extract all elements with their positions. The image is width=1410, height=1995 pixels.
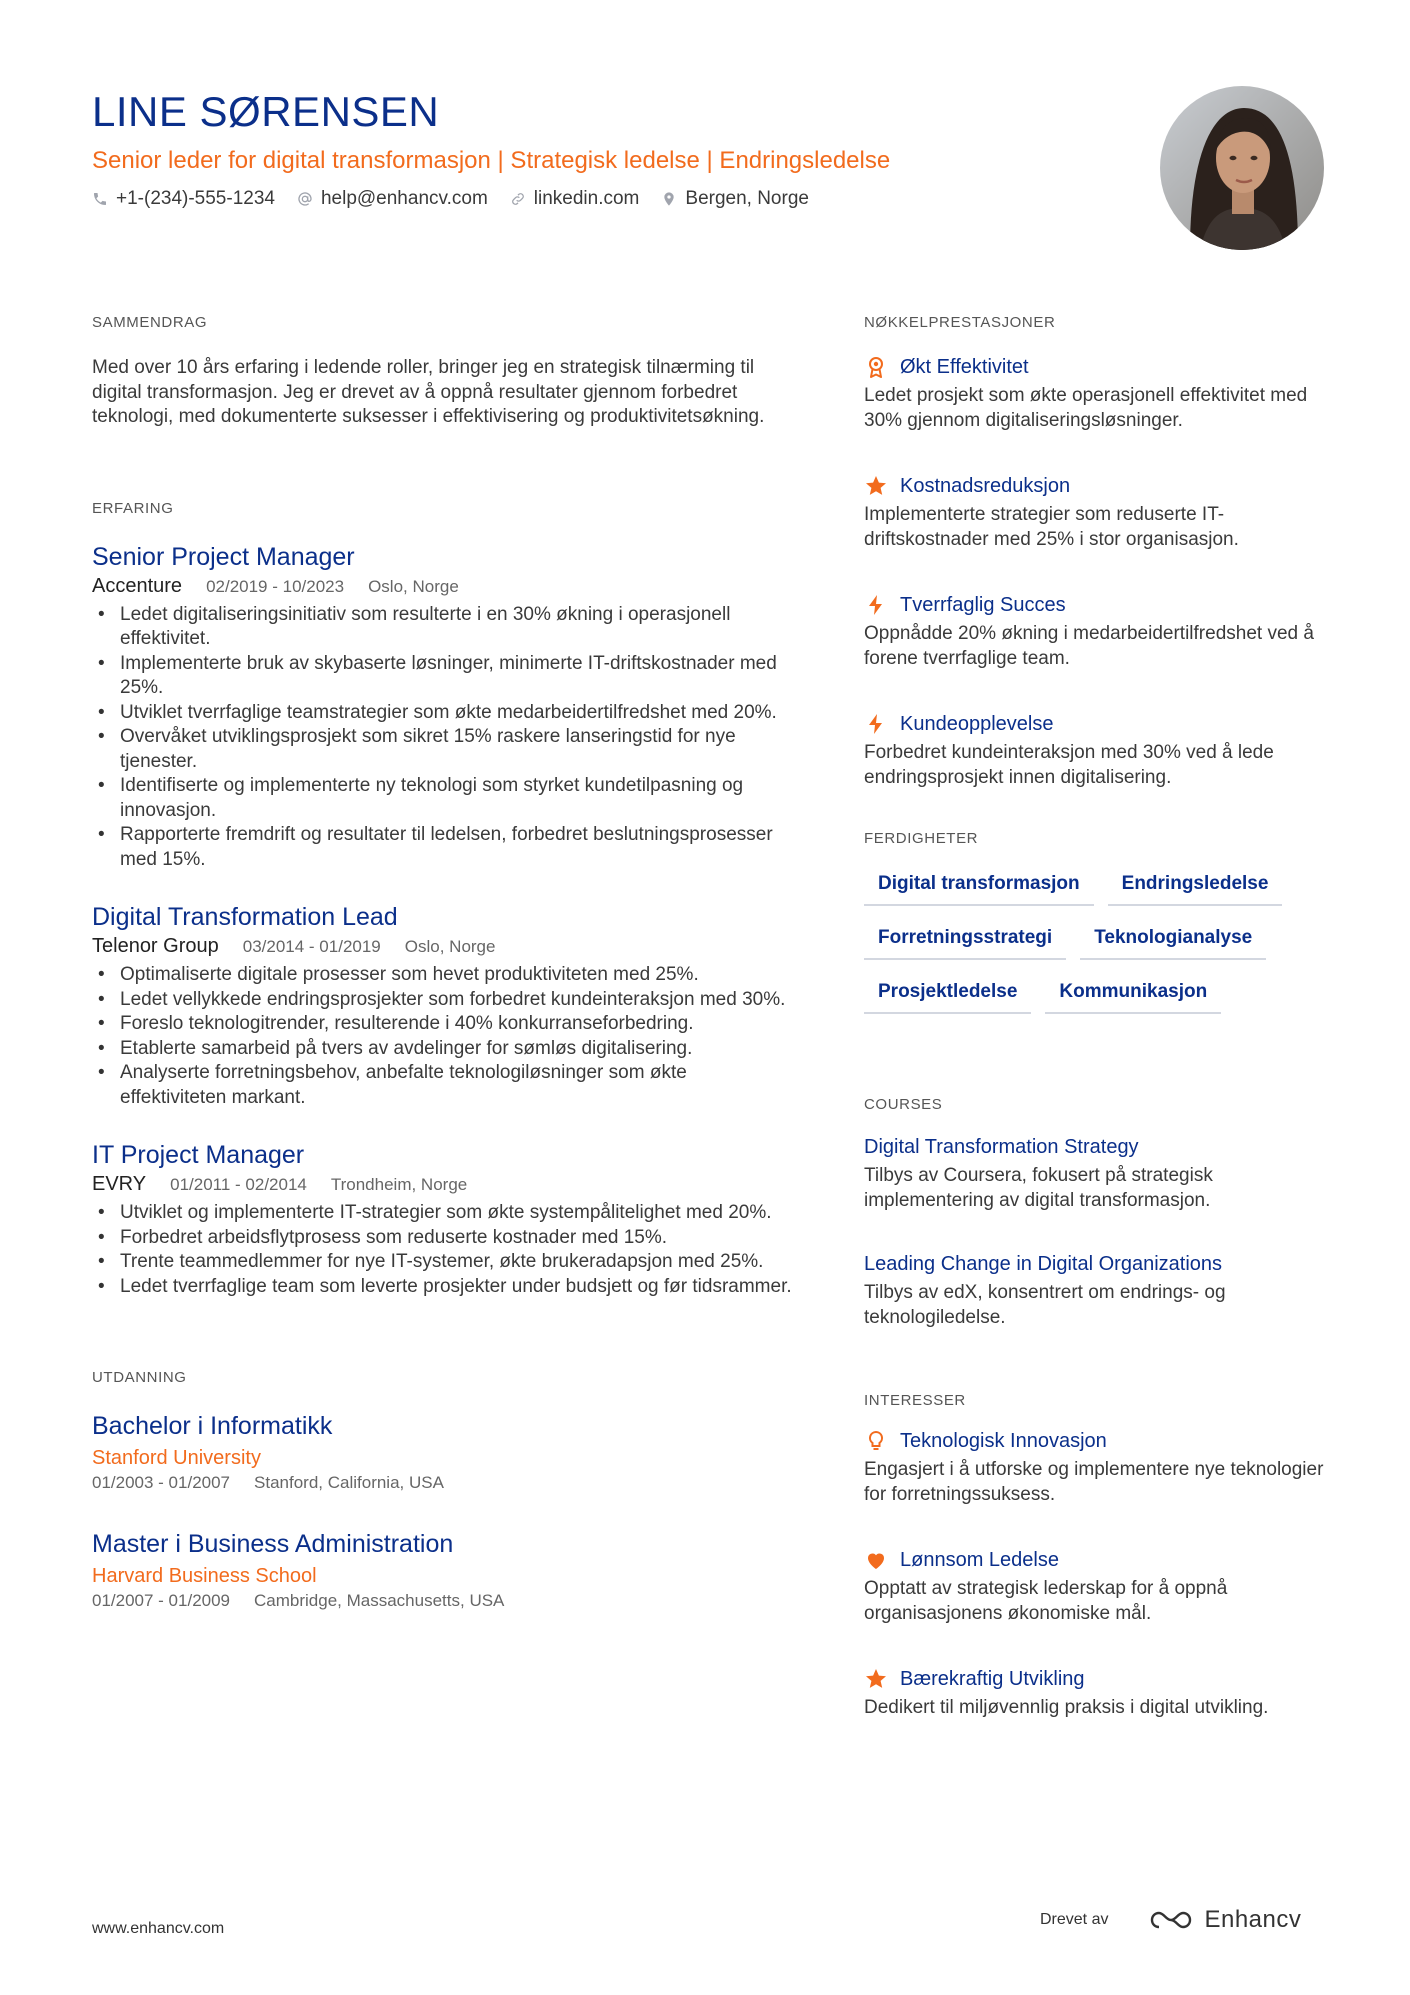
job-bullet: • Rapporterte fremdrift og resultater til ledelsen, forbedret beslutningsprosesser med 15%. — [92, 823, 792, 872]
interest-description: Opptatt av strategisk lederskap for å oppnå organisasjonens økonomiske mål. — [864, 1578, 1228, 1624]
powered-by-label: Drevet av — [1040, 1911, 1109, 1928]
interests-list — [864, 1428, 1324, 1721]
job-meta — [92, 934, 792, 959]
award-icon — [864, 355, 888, 379]
achievement-item — [864, 592, 1324, 671]
job-bullet: • Utviklet tverrfaglige teamstrategier som økte medarbeidertilfredshet med 20%. — [92, 701, 792, 726]
job-bullet: • Ledet digitaliseringsinitiativ som resulterte i en 30% økning i operasjonell effektivitet. — [92, 603, 792, 652]
job-title: IT Project Manager — [92, 1141, 305, 1169]
job-meta — [92, 1172, 792, 1197]
achievement-header — [864, 473, 1324, 499]
interest-title: Bærekraftig Utvikling — [900, 1668, 1085, 1690]
interest-title: Lønnsom Ledelse — [900, 1549, 1059, 1571]
education-location: Stanford, California, USA — [254, 1473, 444, 1492]
education-meta — [92, 1471, 792, 1495]
job-bullet: • Overvåket utviklingsprosjekt som sikret 15% raskere lanseringstid for nye tjenester. — [92, 725, 792, 774]
email-text: help@enhancv.com — [320, 188, 488, 209]
interest-title: Teknologisk Innovasjon — [900, 1430, 1107, 1452]
location-text: Bergen, Norge — [685, 188, 809, 209]
lightbulb-icon — [864, 1429, 888, 1453]
education-degree: Bachelor i Informatikk — [92, 1412, 333, 1440]
job-company: Accenture — [92, 574, 183, 597]
resume-header — [92, 86, 1152, 212]
achievement-item — [864, 711, 1324, 790]
job-entry — [92, 1140, 792, 1299]
link-icon — [510, 191, 526, 207]
skill-tag: Endringsledelse — [1108, 868, 1283, 906]
job-bullet: • Foreslo teknologitrender, resulterende i 40% konkurranseforbedring. — [92, 1012, 792, 1037]
footer-branding — [1040, 1906, 1301, 1934]
job-entry — [92, 542, 792, 873]
lightning-icon — [864, 712, 888, 736]
interest-item — [864, 1547, 1324, 1626]
phone-text: +1-(234)-555-1234 — [116, 188, 275, 209]
location-pin-icon — [661, 191, 677, 207]
course-title: Digital Transformation Strategy — [864, 1136, 1139, 1158]
job-bullet: • Implementerte bruk av skybaserte løsninger, minimerte IT-driftskostnader med 25%. — [92, 652, 792, 701]
job-meta — [92, 574, 792, 599]
course-description: Tilbys av Coursera, fokusert på strategisk implementering av digital transformasjon. — [864, 1165, 1213, 1211]
achievements-heading: NØKKELPRESTASJONER — [864, 314, 1056, 331]
star-icon — [864, 474, 888, 498]
job-bullet: • Ledet tverrfaglige team som leverte prosjekter under budsjett og før tidsrammer. — [92, 1275, 792, 1300]
skills-heading: FERDIGHETER — [864, 830, 979, 847]
education-entry — [92, 1411, 792, 1495]
job-location: Oslo, Norge — [368, 576, 459, 596]
achievements-list — [864, 354, 1324, 790]
education-meta — [92, 1589, 792, 1613]
education-dates: 01/2007 - 01/2009 — [92, 1591, 231, 1610]
achievement-description: Ledet prosjekt som økte operasjonell effektivitet med 30% gjennom digitaliseringsløsninger. — [864, 385, 1308, 431]
job-dates: 01/2011 - 02/2014 — [170, 1175, 307, 1194]
education-entry — [92, 1529, 792, 1613]
enhancv-logo-icon — [1148, 1908, 1194, 1932]
left-column — [92, 314, 792, 1613]
job-bullet: • Analyserte forretningsbehov, anbefalte teknologiløsninger som økte effektiviteten markant. — [92, 1061, 792, 1110]
summary-text: Med over 10 års erfaring i ledende roller, bringer jeg en strategisk tilnærming til digital transformasjon. Jeg er drevet av å oppnå resultater gjennom forbedret teknologi, med dokumenterte suksesser i effektivisering og produktivitetsøkning. — [92, 357, 765, 427]
linkedin-text: linkedin.com — [533, 188, 640, 209]
job-bullet: • Ledet vellykkede endringsprosjekter som forbedret kundeinteraksjon med 30%. — [92, 988, 792, 1013]
achievement-description: Implementerte strategier som reduserte IT-driftskostnader med 25% i stor organisasjon. — [864, 504, 1239, 550]
achievement-item — [864, 354, 1324, 433]
education-school: Harvard Business School — [92, 1565, 317, 1587]
achievement-title: Tverrfaglig Succes — [900, 594, 1066, 616]
contact-bar — [92, 186, 1152, 212]
contact-phone — [92, 186, 275, 212]
interest-description: Engasjert i å utforske og implementere nye teknologier for forretningssuksess. — [864, 1459, 1324, 1505]
brand-name: Enhancv — [1204, 1906, 1302, 1933]
skill-tag: Digital transformasjon — [864, 868, 1094, 906]
job-bullet: • Optimaliserte digitale prosesser som hevet produktiviteten med 25%. — [92, 963, 792, 988]
interest-header — [864, 1428, 1324, 1454]
achievement-title: Kostnadsreduksjon — [900, 475, 1071, 497]
skill-tag: Prosjektledelse — [864, 976, 1031, 1014]
interests-heading: INTERESSER — [864, 1392, 966, 1409]
job-bullet: • Etablerte samarbeid på tvers av avdelinger for sømløs digitalisering. — [92, 1037, 792, 1062]
job-dates: 02/2019 - 10/2023 — [206, 576, 345, 596]
course-item — [864, 1134, 1324, 1213]
course-description: Tilbys av edX, konsentrert om endrings- og teknologiledelse. — [864, 1282, 1226, 1328]
job-bullets — [92, 1201, 792, 1299]
job-company: EVRY — [92, 1173, 147, 1195]
course-item — [864, 1251, 1324, 1330]
interest-header — [864, 1666, 1324, 1692]
job-bullet: • Forbedret arbeidsflytprosess som reduserte kostnader med 15%. — [92, 1226, 792, 1251]
candidate-headline: Senior leder for digital transformasjon | Strategisk ledelse | Endringsledelse — [92, 147, 891, 174]
achievement-header — [864, 354, 1324, 380]
avatar — [1160, 86, 1324, 250]
skills-list — [864, 868, 1324, 1014]
right-column — [864, 314, 1324, 1761]
achievement-item — [864, 473, 1324, 552]
job-dates: 03/2014 - 01/2019 — [242, 937, 381, 956]
education-heading: UTDANNING — [92, 1369, 187, 1386]
achievement-description: Forbedret kundeinteraksjon med 30% ved å lede endringsprosjekt innen digitalisering. — [864, 742, 1274, 788]
achievement-description: Oppnådde 20% økning i medarbeidertilfredshet ved å forene tverrfaglige team. — [864, 623, 1314, 669]
course-title: Leading Change in Digital Organizations — [864, 1253, 1223, 1275]
achievement-title: Kundeopplevelse — [900, 713, 1054, 735]
contact-location — [661, 186, 809, 212]
contact-email[interactable] — [297, 186, 488, 212]
job-bullet: • Utviklet og implementerte IT-strategier som økte systempålitelighet med 20%. — [92, 1201, 792, 1226]
job-bullets — [92, 963, 792, 1110]
education-degree: Master i Business Administration — [92, 1530, 454, 1558]
skill-tag: Forretningsstrategi — [864, 922, 1066, 960]
footer-website[interactable]: www.enhancv.com — [92, 1920, 225, 1937]
achievement-title: Økt Effektivitet — [900, 356, 1029, 378]
job-title: Senior Project Manager — [92, 542, 355, 571]
job-title: Digital Transformation Lead — [92, 903, 398, 931]
job-bullets — [92, 603, 792, 873]
lightning-icon — [864, 593, 888, 617]
achievement-header — [864, 711, 1324, 737]
interest-item — [864, 1666, 1324, 1721]
at-icon — [297, 191, 313, 207]
achievement-header — [864, 592, 1324, 618]
star-icon — [864, 1667, 888, 1691]
candidate-name: LINE SØRENSEN — [92, 88, 440, 135]
courses-heading: COURSES — [864, 1096, 943, 1113]
education-dates: 01/2003 - 01/2007 — [92, 1473, 231, 1492]
profile-photo — [1160, 86, 1324, 250]
education-location: Cambridge, Massachusetts, USA — [254, 1591, 505, 1610]
job-location: Oslo, Norge — [404, 937, 496, 956]
heart-icon — [864, 1548, 888, 1572]
contact-linkedin[interactable] — [510, 186, 640, 212]
skill-tag: Kommunikasjon — [1045, 976, 1221, 1014]
interest-description: Dedikert til miljøvennlig praksis i digital utvikling. — [864, 1697, 1269, 1718]
job-entry — [92, 902, 792, 1110]
education-school: Stanford University — [92, 1447, 261, 1469]
interest-header — [864, 1547, 1324, 1573]
summary-heading: SAMMENDRAG — [92, 314, 208, 331]
job-bullet: • Identifiserte og implementerte ny teknologi som styrket kundetilpasning og innovasjon. — [92, 774, 792, 823]
experience-heading: ERFARING — [92, 499, 174, 517]
job-bullet: • Trente teammedlemmer for nye IT-systemer, økte brukeradapsjon med 25%. — [92, 1250, 792, 1275]
skill-tag: Teknologianalyse — [1080, 922, 1266, 960]
phone-icon — [92, 191, 108, 207]
job-company: Telenor Group — [92, 935, 219, 957]
interest-item — [864, 1428, 1324, 1507]
job-location: Trondheim, Norge — [330, 1175, 468, 1194]
brand-logo[interactable] — [1148, 1906, 1301, 1934]
